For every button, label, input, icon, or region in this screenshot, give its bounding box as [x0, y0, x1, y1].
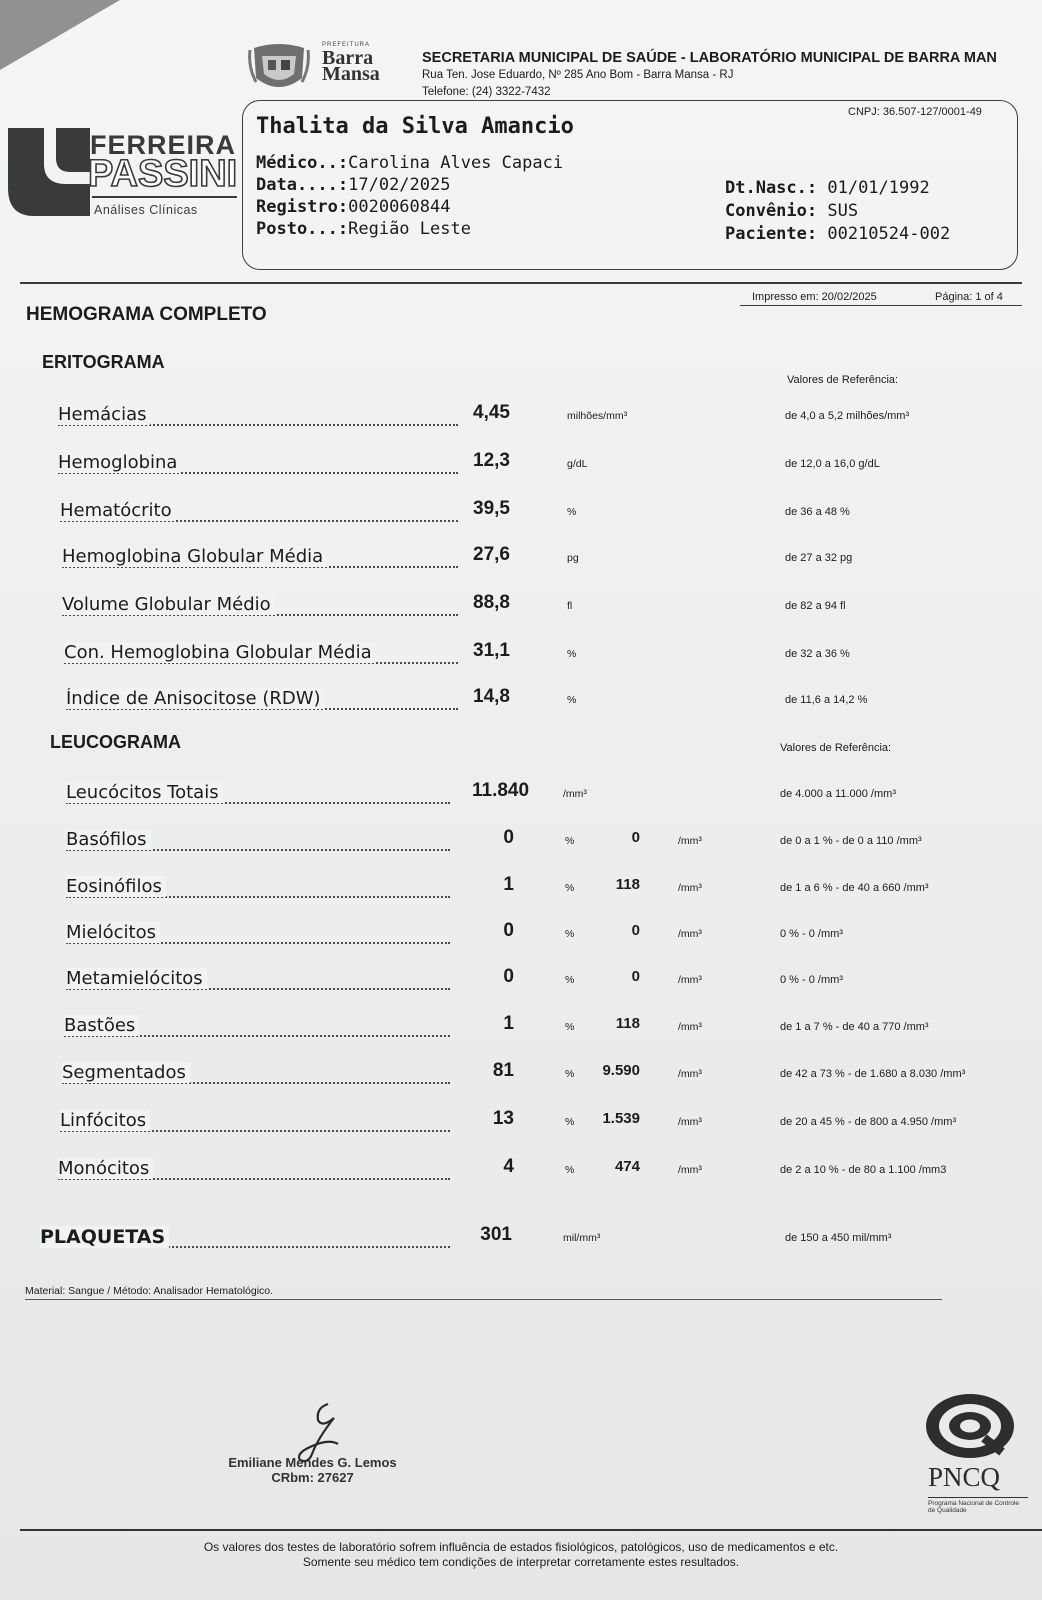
result-unit: mil/mm³	[563, 1232, 601, 1244]
result-row	[0, 642, 1042, 672]
result-absolute-unit: /mm³	[678, 928, 702, 940]
result-value: 31,1	[473, 640, 510, 661]
result-label: Segmentados	[62, 1062, 450, 1088]
result-row	[0, 1015, 1042, 1045]
result-label: Con. Hemoglobina Globular Média	[64, 642, 458, 668]
result-label: Hemoglobina Globular Média	[62, 546, 458, 572]
result-label: Metamielócitos	[66, 968, 450, 994]
result-label: Índice de Anisocitose (RDW)	[66, 688, 458, 714]
signatory	[210, 1455, 415, 1485]
result-row	[0, 1062, 1042, 1092]
result-reference: de 20 a 45 % - de 800 a 4.950 /mm³	[780, 1116, 957, 1128]
field-posto: Posto...:Região Leste	[256, 219, 471, 239]
result-unit: milhões/mm³	[567, 410, 628, 422]
lab-title: SECRETARIA MUNICIPAL DE SAÚDE - LABORATÓRIO MUNICIPAL DE BARRA MAN	[422, 50, 997, 66]
result-row	[0, 404, 1042, 434]
result-value: 13	[492, 1108, 514, 1129]
result-unit: pg	[567, 552, 579, 564]
result-reference: de 82 a 94 fl	[785, 600, 846, 612]
result-label: Hematócrito	[60, 500, 458, 526]
material-method: Material: Sangue / Método: Analisador Hematológico.	[25, 1285, 274, 1297]
result-reference: de 4.000 a 11.000 /mm³	[780, 788, 896, 800]
result-label: Bastões	[64, 1015, 450, 1041]
result-unit: %	[565, 1021, 575, 1033]
result-unit: %	[567, 648, 577, 660]
result-label: Linfócitos	[60, 1110, 450, 1136]
cnpj: CNPJ: 36.507-127/0001-49	[848, 106, 982, 118]
pncq-label: PNCQ	[928, 1462, 1001, 1492]
header-rule	[20, 282, 1022, 284]
result-row	[0, 452, 1042, 482]
result-reference: de 12,0 a 16,0 g/dL	[785, 458, 880, 470]
result-label: Eosinófilos	[66, 876, 450, 902]
result-label: Hemácias	[58, 404, 458, 430]
result-label: Volume Globular Médio	[62, 594, 458, 620]
result-reference: de 36 a 48 %	[785, 506, 850, 518]
result-value: 11.840	[472, 780, 530, 801]
result-reference: de 42 a 73 % - de 1.680 a 8.030 /mm³	[780, 1068, 966, 1080]
result-row	[0, 546, 1042, 576]
result-row	[0, 782, 1042, 812]
result-absolute-unit: /mm³	[678, 1021, 702, 1033]
result-absolute-value: 9.590	[602, 1062, 640, 1079]
logo-passini: PASSINI	[88, 153, 238, 195]
result-value: 0	[503, 827, 514, 848]
result-absolute-unit: /mm³	[678, 1164, 702, 1176]
section-leucograma: LEUCOGRAMA	[50, 732, 181, 752]
result-absolute-unit: /mm³	[678, 1068, 702, 1080]
signatory-name: Emiliane Mendes G. Lemos	[228, 1455, 397, 1470]
result-unit: %	[565, 1116, 575, 1128]
field-data: Data....:17/02/2025	[256, 175, 451, 195]
lab-phone: Telefone: (24) 3322-7432	[422, 86, 551, 98]
result-reference: de 4,0 a 5,2 milhões/mm³	[785, 410, 910, 422]
pncq-logo-icon	[924, 1392, 1016, 1460]
patient-name: Thalita da Silva Amancio	[256, 114, 574, 139]
barra-mansa-crest-icon	[248, 42, 310, 92]
result-absolute-value: 118	[615, 1015, 640, 1032]
result-label: Basófilos	[66, 829, 450, 855]
folded-corner	[0, 0, 120, 70]
result-reference: de 1 a 7 % - de 40 a 770 /mm³	[780, 1021, 929, 1033]
result-reference: de 0 a 1 % - de 0 a 110 /mm³	[780, 835, 922, 847]
result-row	[0, 1110, 1042, 1140]
result-absolute-value: 474	[614, 1158, 640, 1175]
result-reference: 0 % - 0 /mm³	[780, 974, 843, 986]
field-convenio: Convênio: SUS	[725, 201, 859, 221]
footer-rule	[20, 1529, 1042, 1531]
result-row	[0, 922, 1042, 952]
result-unit: %	[565, 835, 575, 847]
result-absolute-value: 0	[631, 922, 640, 939]
barra-mansa-brand: Barra Mansa	[322, 47, 380, 85]
prefeitura-label: PREFEITURA	[322, 42, 371, 48]
result-absolute-value: 0	[631, 968, 640, 985]
result-unit: fl	[567, 600, 573, 612]
result-value: 1	[503, 1013, 514, 1034]
result-absolute-value: 0	[631, 829, 640, 846]
result-absolute-unit: /mm³	[678, 835, 702, 847]
ferreira-passini-logo-icon	[4, 126, 94, 218]
result-value: 4	[503, 1156, 514, 1177]
field-paciente: Paciente: 00210524-002	[725, 224, 951, 244]
result-row	[0, 829, 1042, 859]
lab-address: Rua Ten. Jose Eduardo, Nº 285 Ano Bom - Barra Mansa - RJ	[422, 69, 734, 81]
result-value: 1	[503, 874, 514, 895]
result-unit: %	[565, 1164, 575, 1176]
meta-rule	[740, 305, 1022, 306]
result-reference: de 1 a 6 % - de 40 a 660 /mm³	[780, 882, 929, 894]
result-unit: %	[567, 506, 577, 518]
result-label: Leucócitos Totais	[66, 782, 450, 808]
result-row	[0, 1158, 1042, 1188]
result-label: Hemoglobina	[58, 452, 458, 478]
result-absolute-value: 118	[615, 876, 640, 893]
logo-divider	[92, 196, 237, 198]
ref-header-leucograma: Valores de Referência:	[780, 742, 892, 754]
result-absolute-unit: /mm³	[678, 882, 702, 894]
result-row	[0, 500, 1042, 530]
logo-ferreira: FERREIRA	[90, 130, 237, 160]
page-number: Página: 1 of 4	[935, 291, 1003, 303]
result-reference: de 2 a 10 % - de 80 a 1.100 /mm3	[780, 1164, 947, 1176]
footer-line-2: Somente seu médico tem condições de interpretar corretamente estes resultados.	[302, 1555, 740, 1569]
result-row	[0, 1226, 1042, 1256]
result-label: Monócitos	[58, 1158, 450, 1184]
result-reference: de 27 a 32 pg	[785, 552, 853, 564]
result-unit: %	[565, 928, 575, 940]
result-unit: g/dL	[567, 458, 588, 470]
pncq-subtitle: Programa Nacional de Controle de Qualidade	[928, 1497, 1028, 1514]
result-row	[0, 688, 1042, 718]
result-value: 81	[492, 1060, 514, 1081]
field-registro: Registro:0020060844	[256, 197, 451, 217]
exam-title: HEMOGRAMA COMPLETO	[26, 304, 267, 325]
result-value: 14,8	[473, 686, 510, 707]
result-label: Mielócitos	[66, 922, 450, 948]
result-absolute-unit: /mm³	[678, 1116, 702, 1128]
ref-header-eritograma: Valores de Referência:	[787, 374, 899, 386]
signatory-crbm: CRbm: 27627	[271, 1470, 354, 1485]
result-absolute-value: 1.539	[602, 1110, 640, 1127]
result-value: 0	[503, 966, 514, 987]
result-value: 301	[480, 1224, 512, 1245]
result-unit: /mm³	[563, 788, 587, 800]
field-medico: Médico..:Carolina Alves Capaci	[256, 153, 564, 173]
result-value: 12,3	[473, 450, 510, 471]
result-row	[0, 876, 1042, 906]
result-unit: %	[565, 1068, 575, 1080]
footer-line-1: Os valores dos testes de laboratório sofrem influência de estados fisiológicos, patológicos, uso de medicamentos e etc.	[203, 1540, 839, 1554]
printed-date: Impresso em: 20/02/2025	[752, 291, 877, 303]
result-value: 27,6	[473, 544, 510, 565]
result-value: 39,5	[473, 498, 510, 519]
result-absolute-unit: /mm³	[678, 974, 702, 986]
field-dt-nasc: Dt.Nasc.: 01/01/1992	[725, 178, 930, 198]
section-eritograma: ERITOGRAMA	[42, 352, 165, 372]
result-value: 4,45	[473, 402, 510, 423]
result-reference: de 32 a 36 %	[785, 648, 850, 660]
result-unit: %	[567, 694, 577, 706]
result-row	[0, 968, 1042, 998]
result-value: 88,8	[473, 592, 510, 613]
result-reference: de 11,6 a 14,2 %	[785, 694, 868, 706]
logo-subtitle: Análises Clínicas	[94, 203, 198, 217]
result-reference: 0 % - 0 /mm³	[780, 928, 843, 940]
result-reference: de 150 a 450 mil/mm³	[785, 1232, 892, 1244]
result-label: PLAQUETAS	[40, 1226, 450, 1252]
result-unit: %	[565, 974, 575, 986]
result-unit: %	[565, 882, 575, 894]
result-value: 0	[503, 920, 514, 941]
material-rule	[25, 1299, 942, 1300]
result-row	[0, 594, 1042, 624]
